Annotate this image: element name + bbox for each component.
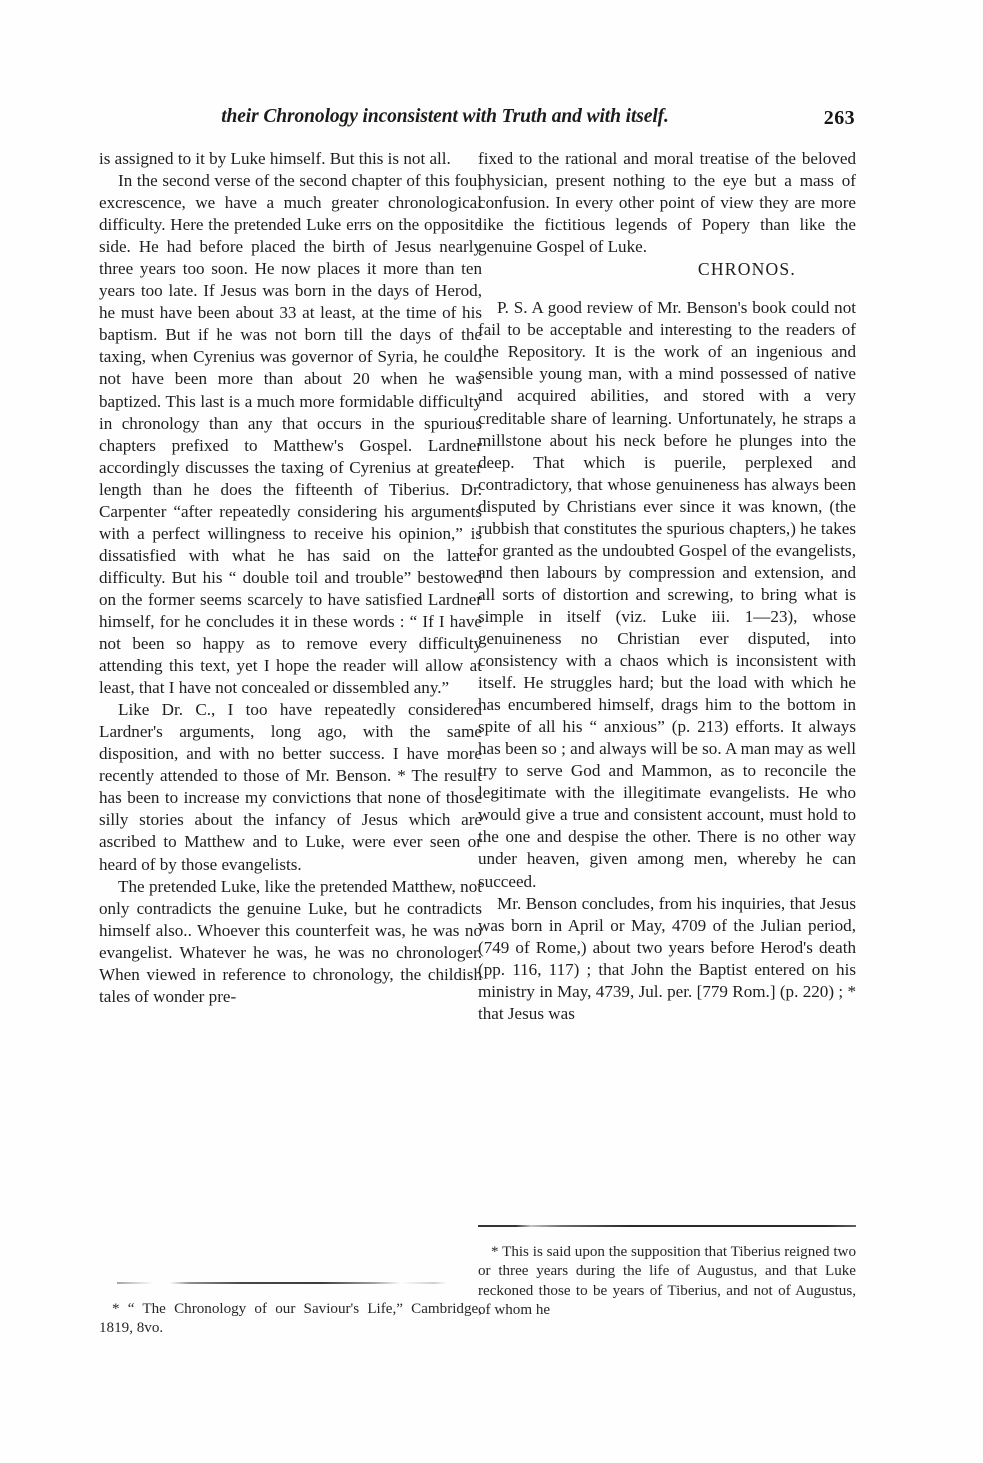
- author-signature: CHRONOS.: [697, 259, 796, 280]
- page-number: 263: [823, 107, 855, 129]
- paragraph: Like Dr. C., I too have repeatedly considered Lardner's arguments, long ago, with the same disposition, and with no better success. I have more recently attended to those of Mr. Benson. * The result has been to increase my convictions that none of those silly stories about the infancy of Jesus which are ascribed to Matthew and to Luke, were ever seen or heard of by those evangelists.: [99, 700, 482, 874]
- right-column: [478, 148, 856, 1025]
- footnote-text: * This is said upon the supposition that Tiberius reigned two or three years during the life of Augustus, and that Luke reckoned those to be years of Tiberius, and not of Augustus, of whom he: [478, 1244, 856, 1319]
- paragraph: The pretended Luke, like the pretended Matthew, not only contradicts the genuine Luke, but he contradicts himself also.. Whoever this counterfeit was, he was no evangelist. Whatever he was, he was no chronologer. When viewed in reference to chronology, the childish tales of wonder pre-: [99, 876, 482, 1006]
- paragraph: is assigned to it by Luke himself. But this is not all.: [99, 149, 451, 168]
- running-head: [100, 106, 855, 132]
- footnote-text: * “ The Chronology of our Saviour's Life,” Cambridge, 1819, 8vo.: [99, 1301, 482, 1337]
- postscript-paragraph: Mr. Benson concludes, from his inquiries, that Jesus was born in April or May, 4709 of the Julian period, (749 of Rome,) about two years before Herod's death (pp. 116, 117) ; that John the Baptist entered on his ministry in May, 4739, Jul. per. [779 Rom.] (p. 220) ; * that Jesus was: [478, 893, 856, 1023]
- left-column: [99, 148, 482, 1008]
- paragraph: In the second verse of the second chapter of this foul excrescence, we have a much greater chronological difficulty. Here the pretended Luke errs on the opposite side. He had before placed the birth of Jesus nearly three years too soon. He now places it more than ten years too late. If Jesus was born in the days of Herod, he must have been about 33 at least, at the time of his baptism. But if he was not born till the days of the taxing, when Cyrenius was governor of Syria, he could not have been more than about 20 when he was baptized. This last is a much more formidable difficulty in chronology than any that occurs in the spurious chapters prefixed to Matthew's Gospel. Lardner accordingly discusses the taxing of Cyrenius at greater length than he does the fifteenth of Tiberius. Dr. Carpenter “after repeatedly considering his arguments with a perfect willingness to receive his opinion,” is dissatisfied with what he has said on the latter difficulty. But his “ double toil and trouble” bestowed on the former seems scarcely to have satisfied Lardner himself, for he concludes it in these words : “ If I have not been so happy as to remove every difficulty attending this text, yet I hope the reader will allow at least, that I have not concealed or dissembled any.”: [99, 171, 482, 698]
- spacer: [478, 280, 856, 297]
- running-head-title: their Chronology inconsistent with Truth and with itself.: [221, 106, 669, 127]
- footnote-rule-right: [478, 1225, 856, 1227]
- footnote-left: [99, 1300, 482, 1339]
- paragraph: fixed to the rational and moral treatise of the beloved physician, present nothing to the eye but a mass of confusion. In every other point of view they are more like the fictitious legends of Popery than like the genuine Gospel of Luke.: [478, 149, 856, 257]
- footnote-right: [478, 1243, 856, 1321]
- footnote-rule-left: [117, 1282, 447, 1284]
- postscript-paragraph: P. S. A good review of Mr. Benson's book could not fail to be acceptable and interesting to the readers of the Repository. It is the work of an ingenious and sensible young man, with a mind possessed of native and acquired abilities, and stored with a very creditable share of learning. Unfortunately, he straps a millstone about his neck before he plunges into the deep. That which is puerile, perplexed and contradictory, that whose genuineness has always been disputed by Christians ever since it was known, (the rubbish that constitutes the spurious chapters,) he takes for granted as the undoubted Gospel of the evangelists, and then labours by compression and extension, and all sorts of distortion and screwing, to bring what is simple in itself (viz. Luke iii. 1—23), whose genuineness no Christian ever disputed, into consistency with a chaos which is inconsistent with itself. He struggles hard; but the load with which he has encumbered himself, drags him to the bottom in spite of all his “ anxious” (p. 213) efforts. It always has been so ; and always will be so. A man may as well try to serve God and Mammon, as to reconcile the legitimate with the illegitimate evangelists. He who would give a true and consistent account, must hold to the one and despise the other. There is no other way under heaven, given among men, whereby he can succeed.: [478, 298, 856, 891]
